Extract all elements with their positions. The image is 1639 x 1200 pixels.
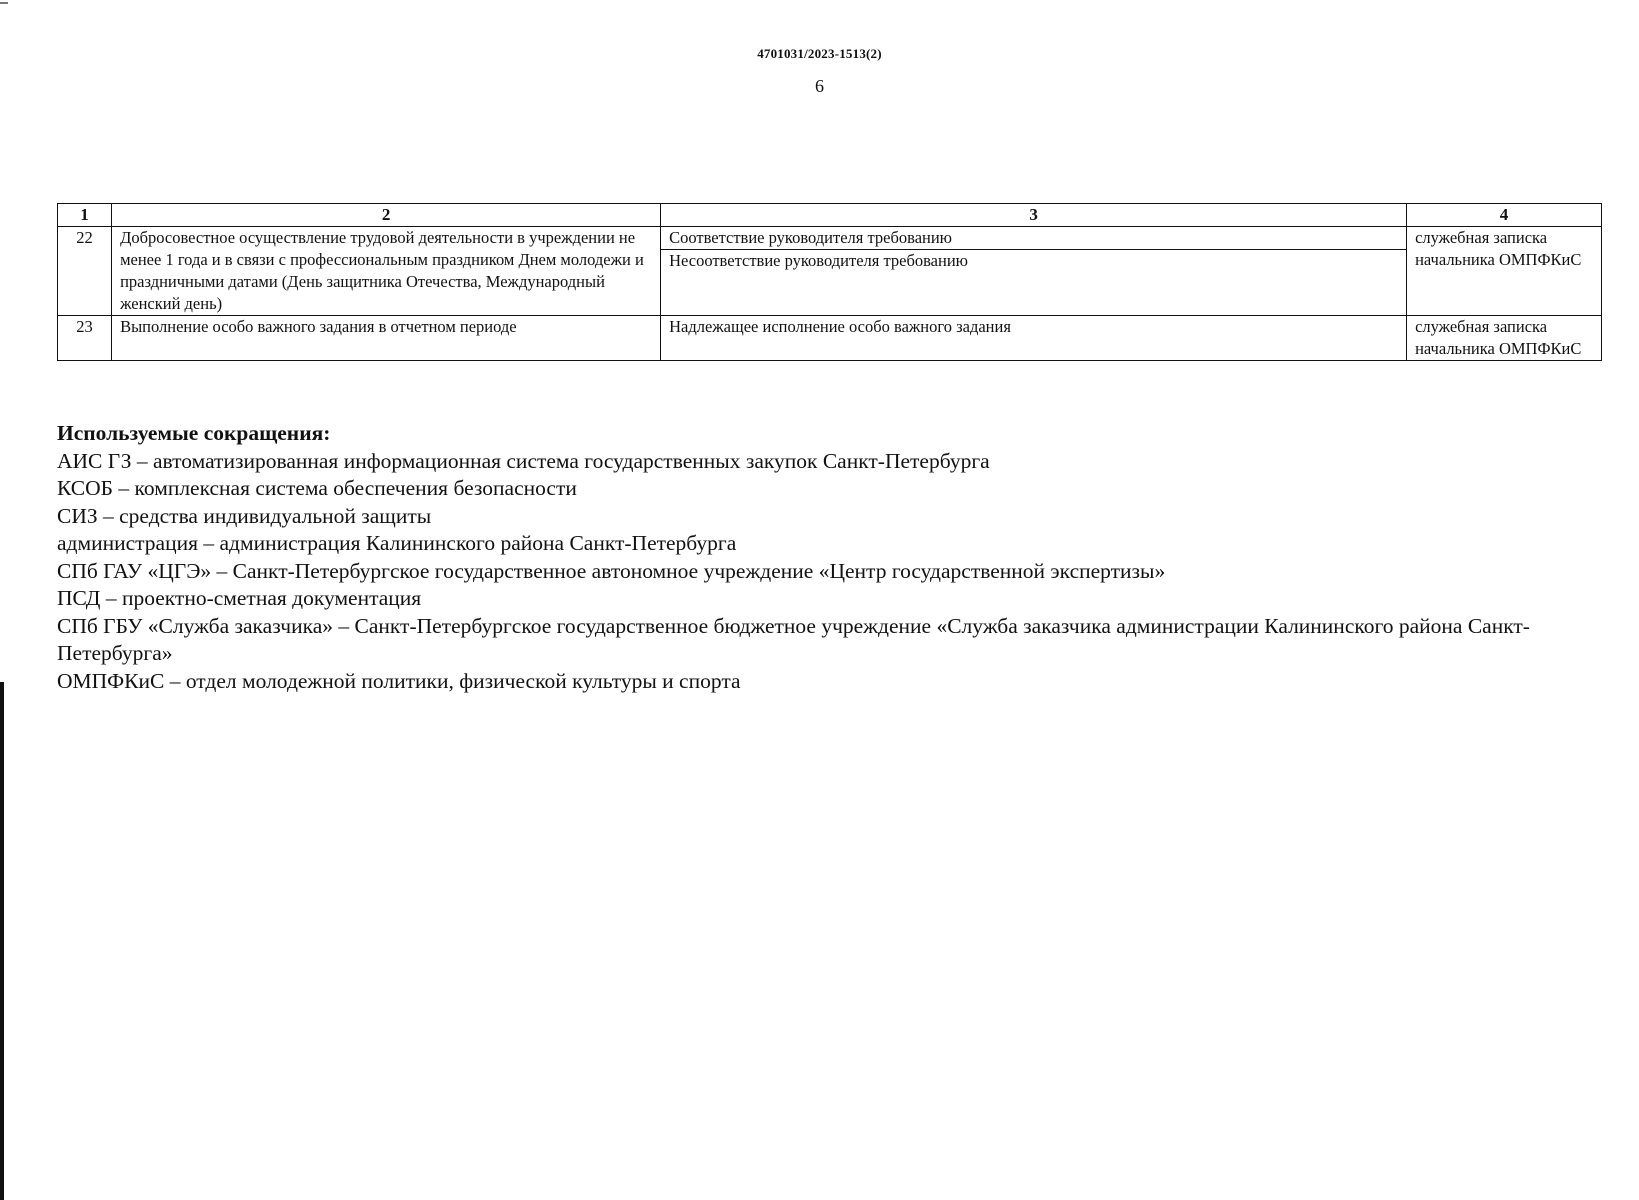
row-number: 23: [58, 316, 112, 361]
column-header-4: 4: [1407, 204, 1602, 227]
abbreviation-item: КСОБ – комплексная система обеспечения безопасности: [57, 476, 577, 500]
row-criterion: Добросовестное осуществление трудовой деятельности в учреждении не менее 1 года и в связи с профессиональным праздником Днем молодежи и праздничными датами (День защитника Отечества, Международный женский день): [112, 227, 661, 316]
abbreviation-item: ОМПФКиС – отдел молодежной политики, физической культуры и спорта: [57, 668, 741, 693]
abbreviation-item: ПСД – проектно-сметная документация: [57, 586, 422, 610]
table-row: [58, 316, 1602, 361]
table-row: [58, 227, 1602, 316]
page-number: 6: [815, 76, 824, 96]
row-conditions: [661, 227, 1407, 316]
scan-artifact-dash: [0, 2, 8, 4]
scan-edge-bar: [0, 682, 4, 1200]
condition-item: Соответствие руководителя требованию: [669, 228, 953, 247]
row-basis: служебная записка начальника ОМПФКиС: [1407, 227, 1602, 316]
condition-item: Несоответствие руководителя требованию: [661, 249, 1406, 294]
table-header-row: [58, 204, 1602, 227]
row-basis: служебная записка начальника ОМПФКиС: [1407, 316, 1602, 361]
row-conditions: [661, 316, 1407, 361]
abbreviation-item: администрация – администрация Калининского района Санкт-Петербурга: [57, 531, 737, 555]
abbreviations-section: [57, 420, 1602, 695]
column-header-3: 3: [661, 204, 1407, 227]
criteria-table: [57, 203, 1602, 361]
abbreviations-title: Используемые сокращения:: [57, 421, 331, 445]
column-header-2: 2: [112, 204, 661, 227]
row-number: 22: [58, 227, 112, 316]
abbreviation-item: АИС ГЗ – автоматизированная информационная система государственных закупок Санкт-Петербурга: [57, 448, 990, 473]
abbreviation-item: СПб ГБУ «Служба заказчика» – Санкт-Петербургское государственное бюджетное учреждение «Служба заказчика администрации Калининского района Санкт-Петербурга»: [57, 613, 1530, 665]
condition-item: Надлежащее исполнение особо важного задания: [669, 317, 1011, 336]
column-header-1: 1: [58, 204, 112, 227]
document-registration-code: 4701031/2023-1513(2): [757, 46, 882, 61]
abbreviation-item: СИЗ – средства индивидуальной защиты: [57, 503, 432, 528]
row-criterion: Выполнение особо важного задания в отчетном периоде: [112, 316, 661, 361]
abbreviation-item: СПб ГАУ «ЦГЭ» – Санкт-Петербургское государственное автономное учреждение «Центр государственной экспертизы»: [57, 558, 1166, 583]
